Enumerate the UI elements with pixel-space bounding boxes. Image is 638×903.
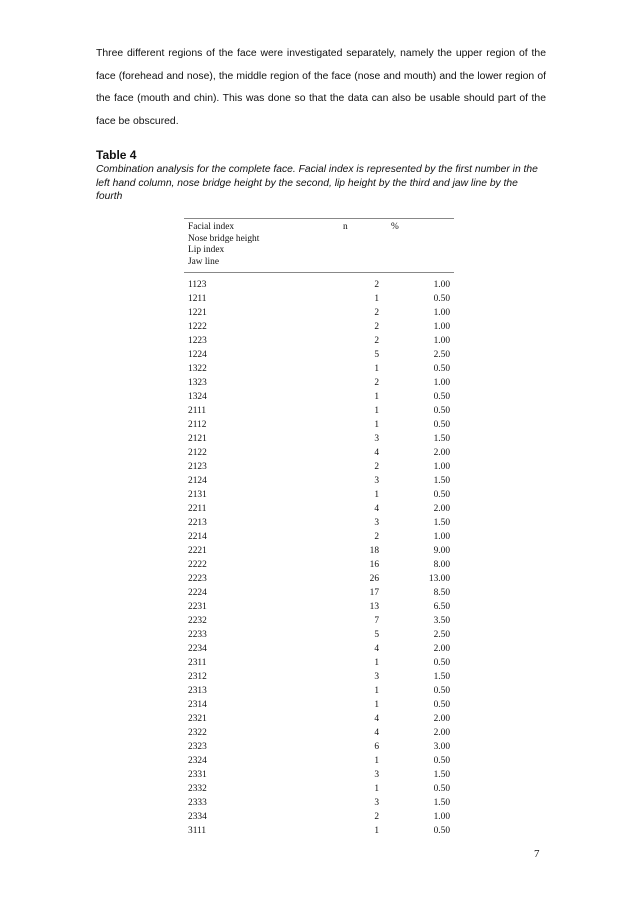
cell-code: 2321 bbox=[188, 714, 207, 724]
cell-code: 2131 bbox=[188, 490, 207, 500]
cell-code: 2224 bbox=[188, 588, 207, 598]
table-row bbox=[188, 334, 450, 348]
cell-percent: 3.00 bbox=[433, 742, 450, 752]
cell-n: 1 bbox=[374, 686, 379, 696]
table-row bbox=[188, 614, 450, 628]
cell-code: 2312 bbox=[188, 672, 207, 682]
cell-percent: 0.50 bbox=[433, 658, 450, 668]
cell-n: 2 bbox=[374, 308, 379, 318]
cell-n: 26 bbox=[369, 574, 379, 584]
cell-code: 1123 bbox=[188, 280, 207, 290]
cell-n: 3 bbox=[374, 770, 379, 780]
cell-code: 2223 bbox=[188, 574, 207, 584]
table-row bbox=[188, 418, 450, 432]
cell-n: 1 bbox=[374, 406, 379, 416]
table-row bbox=[188, 768, 450, 782]
cell-code: 2331 bbox=[188, 770, 207, 780]
cell-percent: 2.00 bbox=[433, 728, 450, 738]
cell-percent: 1.00 bbox=[433, 280, 450, 290]
cell-n: 1 bbox=[374, 392, 379, 402]
cell-code: 1323 bbox=[188, 378, 207, 388]
cell-code: 2323 bbox=[188, 742, 207, 752]
cell-percent: 0.50 bbox=[433, 420, 450, 430]
table-top-rule bbox=[184, 218, 454, 219]
cell-percent: 0.50 bbox=[433, 294, 450, 304]
cell-n: 1 bbox=[374, 364, 379, 374]
cell-percent: 0.50 bbox=[433, 826, 450, 836]
cell-code: 2111 bbox=[188, 406, 207, 416]
table-row bbox=[188, 502, 450, 516]
cell-code: 2332 bbox=[188, 784, 207, 794]
cell-n: 1 bbox=[374, 826, 379, 836]
cell-percent: 2.50 bbox=[433, 630, 450, 640]
cell-code: 2333 bbox=[188, 798, 207, 808]
cell-percent: 1.00 bbox=[433, 812, 450, 822]
cell-n: 1 bbox=[374, 294, 379, 304]
cell-code: 2213 bbox=[188, 518, 207, 528]
body-paragraph: Three different regions of the face were investigated separately, namely the upper region of the face (forehead and nose), the middle region of the face (nose and mouth) and the lower region of the face (mouth and chin). This was done so that the data can also be usable should part of the face be obscured. bbox=[96, 48, 546, 127]
cell-code: 2314 bbox=[188, 700, 207, 710]
cell-percent: 0.50 bbox=[433, 700, 450, 710]
cell-n: 3 bbox=[374, 476, 379, 486]
table-row bbox=[188, 628, 450, 642]
cell-code: 1224 bbox=[188, 350, 207, 360]
table-row bbox=[188, 306, 450, 320]
header-lip-index: Lip index bbox=[188, 245, 225, 256]
cell-percent: 1.00 bbox=[433, 322, 450, 332]
table-header-combination bbox=[188, 222, 259, 269]
table-caption: Combination analysis for the complete face. Facial index is represented by the first number in the left hand column, nose bridge height by the second, lip height by the third and jaw line by the fourth bbox=[96, 164, 538, 202]
table-row bbox=[188, 810, 450, 824]
table-row bbox=[188, 572, 450, 586]
cell-percent: 0.50 bbox=[433, 686, 450, 696]
cell-percent: 1.50 bbox=[433, 672, 450, 682]
cell-n: 3 bbox=[374, 434, 379, 444]
cell-code: 2313 bbox=[188, 686, 207, 696]
table-row bbox=[188, 796, 450, 810]
table-row bbox=[188, 754, 450, 768]
cell-percent: 1.00 bbox=[433, 378, 450, 388]
cell-percent: 0.50 bbox=[433, 490, 450, 500]
table-row bbox=[188, 460, 450, 474]
cell-percent: 1.50 bbox=[433, 518, 450, 528]
cell-n: 1 bbox=[374, 756, 379, 766]
cell-n: 17 bbox=[369, 588, 379, 598]
cell-code: 1221 bbox=[188, 308, 207, 318]
cell-percent: 1.50 bbox=[433, 770, 450, 780]
cell-code: 2221 bbox=[188, 546, 207, 556]
cell-code: 3111 bbox=[188, 826, 207, 836]
cell-code: 2322 bbox=[188, 728, 207, 738]
table-row bbox=[188, 404, 450, 418]
cell-n: 4 bbox=[374, 728, 379, 738]
cell-code: 2334 bbox=[188, 812, 207, 822]
header-facial-index: Facial index bbox=[188, 222, 235, 232]
cell-code: 2233 bbox=[188, 630, 207, 640]
cell-n: 1 bbox=[374, 784, 379, 794]
table-row bbox=[188, 390, 450, 404]
table-row bbox=[188, 278, 450, 292]
cell-percent: 2.00 bbox=[433, 714, 450, 724]
cell-n: 16 bbox=[369, 560, 379, 570]
cell-n: 2 bbox=[374, 532, 379, 542]
table-row bbox=[188, 446, 450, 460]
cell-code: 2222 bbox=[188, 560, 207, 570]
page-number: 7 bbox=[534, 848, 540, 860]
cell-n: 3 bbox=[374, 672, 379, 682]
table-row bbox=[188, 432, 450, 446]
table-row bbox=[188, 348, 450, 362]
cell-percent: 0.50 bbox=[433, 784, 450, 794]
cell-percent: 13.00 bbox=[428, 574, 450, 584]
cell-n: 2 bbox=[374, 462, 379, 472]
table-row bbox=[188, 362, 450, 376]
cell-n: 2 bbox=[374, 280, 379, 290]
cell-percent: 1.00 bbox=[433, 336, 450, 346]
cell-n: 4 bbox=[374, 644, 379, 654]
cell-code: 2232 bbox=[188, 616, 207, 626]
table-row bbox=[188, 474, 450, 488]
cell-percent: 3.50 bbox=[433, 616, 450, 626]
cell-percent: 0.50 bbox=[433, 406, 450, 416]
table-row bbox=[188, 558, 450, 572]
cell-n: 4 bbox=[374, 504, 379, 514]
cell-code: 2231 bbox=[188, 602, 207, 612]
header-percent: % bbox=[391, 222, 399, 232]
table-body bbox=[188, 278, 450, 838]
cell-percent: 8.50 bbox=[433, 588, 450, 598]
cell-percent: 9.00 bbox=[433, 546, 450, 556]
header-n: n bbox=[343, 222, 348, 232]
header-nose-bridge-height: Nose bridge height bbox=[188, 233, 260, 244]
header-jaw-line: Jaw line bbox=[188, 257, 219, 268]
cell-n: 5 bbox=[374, 630, 379, 640]
cell-percent: 2.00 bbox=[433, 504, 450, 514]
table-row bbox=[188, 670, 450, 684]
table-row bbox=[188, 600, 450, 614]
table-row bbox=[188, 544, 450, 558]
table-row bbox=[188, 516, 450, 530]
cell-n: 1 bbox=[374, 490, 379, 500]
cell-percent: 0.50 bbox=[433, 392, 450, 402]
cell-percent: 1.00 bbox=[433, 462, 450, 472]
cell-code: 1324 bbox=[188, 392, 207, 402]
cell-percent: 8.00 bbox=[433, 560, 450, 570]
cell-code: 1211 bbox=[188, 294, 207, 304]
table-row bbox=[188, 292, 450, 306]
table-title: Table 4 bbox=[96, 148, 137, 162]
cell-code: 1222 bbox=[188, 322, 207, 332]
cell-percent: 0.50 bbox=[433, 364, 450, 374]
cell-percent: 6.50 bbox=[433, 602, 450, 612]
cell-code: 1223 bbox=[188, 336, 207, 346]
table-row bbox=[188, 782, 450, 796]
table-row bbox=[188, 488, 450, 502]
cell-n: 1 bbox=[374, 658, 379, 668]
cell-n: 1 bbox=[374, 420, 379, 430]
cell-code: 2211 bbox=[188, 504, 207, 514]
table-row bbox=[188, 376, 450, 390]
cell-n: 13 bbox=[369, 602, 379, 612]
cell-n: 2 bbox=[374, 322, 379, 332]
cell-percent: 1.00 bbox=[433, 532, 450, 542]
cell-n: 18 bbox=[369, 546, 379, 556]
cell-code: 2121 bbox=[188, 434, 207, 444]
cell-code: 2123 bbox=[188, 462, 207, 472]
table-row bbox=[188, 320, 450, 334]
cell-n: 6 bbox=[374, 742, 379, 752]
table-row bbox=[188, 740, 450, 754]
cell-percent: 2.00 bbox=[433, 448, 450, 458]
cell-percent: 0.50 bbox=[433, 756, 450, 766]
cell-code: 2324 bbox=[188, 756, 207, 766]
table-row bbox=[188, 656, 450, 670]
cell-n: 5 bbox=[374, 350, 379, 360]
cell-code: 2234 bbox=[188, 644, 207, 654]
cell-code: 2311 bbox=[188, 658, 207, 668]
cell-n: 2 bbox=[374, 812, 379, 822]
cell-n: 7 bbox=[374, 616, 379, 626]
table-row bbox=[188, 642, 450, 656]
cell-code: 2214 bbox=[188, 532, 207, 542]
cell-percent: 2.50 bbox=[433, 350, 450, 360]
cell-code: 2112 bbox=[188, 420, 207, 430]
cell-n: 2 bbox=[374, 336, 379, 346]
cell-code: 2122 bbox=[188, 448, 207, 458]
table-row bbox=[188, 684, 450, 698]
cell-code: 2124 bbox=[188, 476, 207, 486]
cell-n: 3 bbox=[374, 798, 379, 808]
table-row bbox=[188, 824, 450, 838]
table-row bbox=[188, 586, 450, 600]
table-row bbox=[188, 712, 450, 726]
cell-percent: 1.50 bbox=[433, 476, 450, 486]
cell-percent: 1.50 bbox=[433, 798, 450, 808]
table-row bbox=[188, 698, 450, 712]
table-header-rule bbox=[184, 272, 454, 273]
cell-n: 4 bbox=[374, 714, 379, 724]
cell-n: 4 bbox=[374, 448, 379, 458]
table-row bbox=[188, 726, 450, 740]
cell-percent: 1.50 bbox=[433, 434, 450, 444]
cell-n: 3 bbox=[374, 518, 379, 528]
cell-percent: 1.00 bbox=[433, 308, 450, 318]
table-row bbox=[188, 530, 450, 544]
cell-n: 2 bbox=[374, 378, 379, 388]
cell-n: 1 bbox=[374, 700, 379, 710]
cell-percent: 2.00 bbox=[433, 644, 450, 654]
cell-code: 1322 bbox=[188, 364, 207, 374]
